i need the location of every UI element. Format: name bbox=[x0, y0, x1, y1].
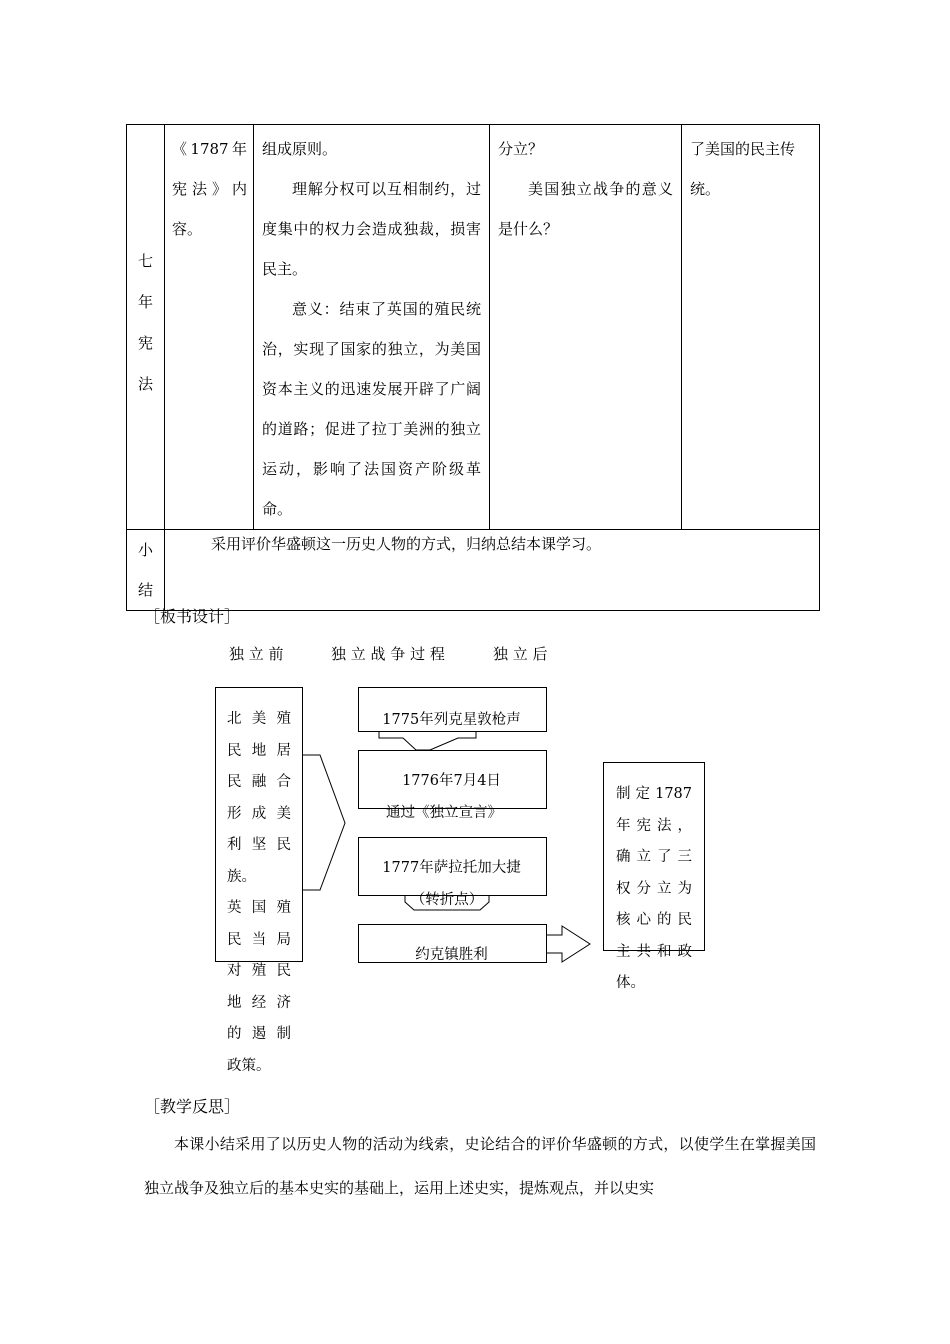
after-line: 确立了三 bbox=[616, 849, 692, 865]
process-text: 通过《独立宣言》 bbox=[386, 805, 502, 821]
before-text bbox=[227, 704, 291, 1082]
after-line: 核心的民 bbox=[616, 912, 692, 928]
content-title: 《1787年宪法》内容。 bbox=[172, 140, 247, 238]
down-arrow-shape bbox=[379, 731, 476, 750]
before-line: 英国殖 bbox=[227, 900, 291, 916]
section-char: 七 bbox=[137, 252, 153, 270]
summary-text: 采用评价华盛顿这一历史人物的方式，归纳总结本课学习。 bbox=[211, 535, 602, 553]
section-char: 法 bbox=[137, 375, 153, 393]
notes-text: 了美国的民主传统。 bbox=[690, 140, 796, 198]
process-text: （转折点） bbox=[410, 892, 484, 908]
before-line: 民融合 bbox=[227, 774, 291, 790]
section-char: 结 bbox=[137, 581, 153, 599]
column-before-label: 独 立 前 bbox=[229, 645, 284, 663]
right-arrow-shape bbox=[546, 926, 590, 962]
knowledge-text: 组成原则。 bbox=[262, 140, 338, 158]
process-text: 1776年7月4日 bbox=[402, 773, 501, 789]
reflection-text: 本课小结采用了以历史人物的活动为线索，史论结合的评价华盛顿的方式，以使学生在掌握美国独立战争及独立后的基本史实的基础上，运用上述史实，提炼观点，并以史实 bbox=[144, 1135, 816, 1197]
question-text: 美国独立战争的意义是什么？ bbox=[498, 180, 673, 238]
after-line: 主共和政 bbox=[616, 943, 692, 960]
column-process-label: 独 立 战 争 过 程 bbox=[331, 645, 445, 663]
before-line: 的遏制 bbox=[227, 1026, 291, 1042]
before-line: 地经济 bbox=[227, 994, 291, 1011]
big-arrow-shape bbox=[301, 755, 345, 890]
board-design-heading: ［板书设计］ bbox=[144, 607, 241, 626]
question-text: 分立？ bbox=[498, 140, 544, 158]
before-line: 政策。 bbox=[227, 1057, 271, 1074]
process-text: 约克镇胜利 bbox=[415, 947, 488, 963]
reflection-heading: ［教学反思］ bbox=[144, 1097, 241, 1116]
before-line: 利坚民 bbox=[227, 837, 291, 853]
process-text: 1775年列克星敦枪声 bbox=[382, 712, 521, 728]
column-after-label: 独 立 后 bbox=[493, 645, 548, 663]
before-line: 民当局 bbox=[227, 931, 291, 948]
after-line: 权分立为 bbox=[616, 880, 692, 897]
section-char: 宪 bbox=[137, 334, 153, 352]
section-char: 小 bbox=[137, 541, 153, 559]
knowledge-text: 理解分权可以互相制约，过度集中的权力会造成独裁，损害民主。 bbox=[262, 180, 481, 278]
after-line: 年宪法， bbox=[616, 817, 692, 834]
before-line: 对殖民 bbox=[227, 963, 291, 979]
knowledge-text: 意义：结束了英国的殖民统治，实现了国家的独立，为美国资本主义的迅速发展开辟了广阔的道路；促进了拉丁美洲的独立运动，影响了法国资产阶级革命。 bbox=[262, 300, 481, 518]
after-line: 体。 bbox=[616, 975, 645, 991]
after-line: 制定1787 bbox=[616, 786, 692, 802]
before-line: 北美殖 bbox=[227, 711, 291, 727]
process-text: 1777年萨拉托加大捷 bbox=[382, 860, 521, 876]
before-line: 形成美 bbox=[227, 805, 291, 822]
before-line: 族。 bbox=[227, 868, 256, 885]
section-char: 年 bbox=[137, 293, 153, 311]
after-text bbox=[616, 779, 692, 1000]
before-line: 民地居 bbox=[227, 742, 291, 759]
